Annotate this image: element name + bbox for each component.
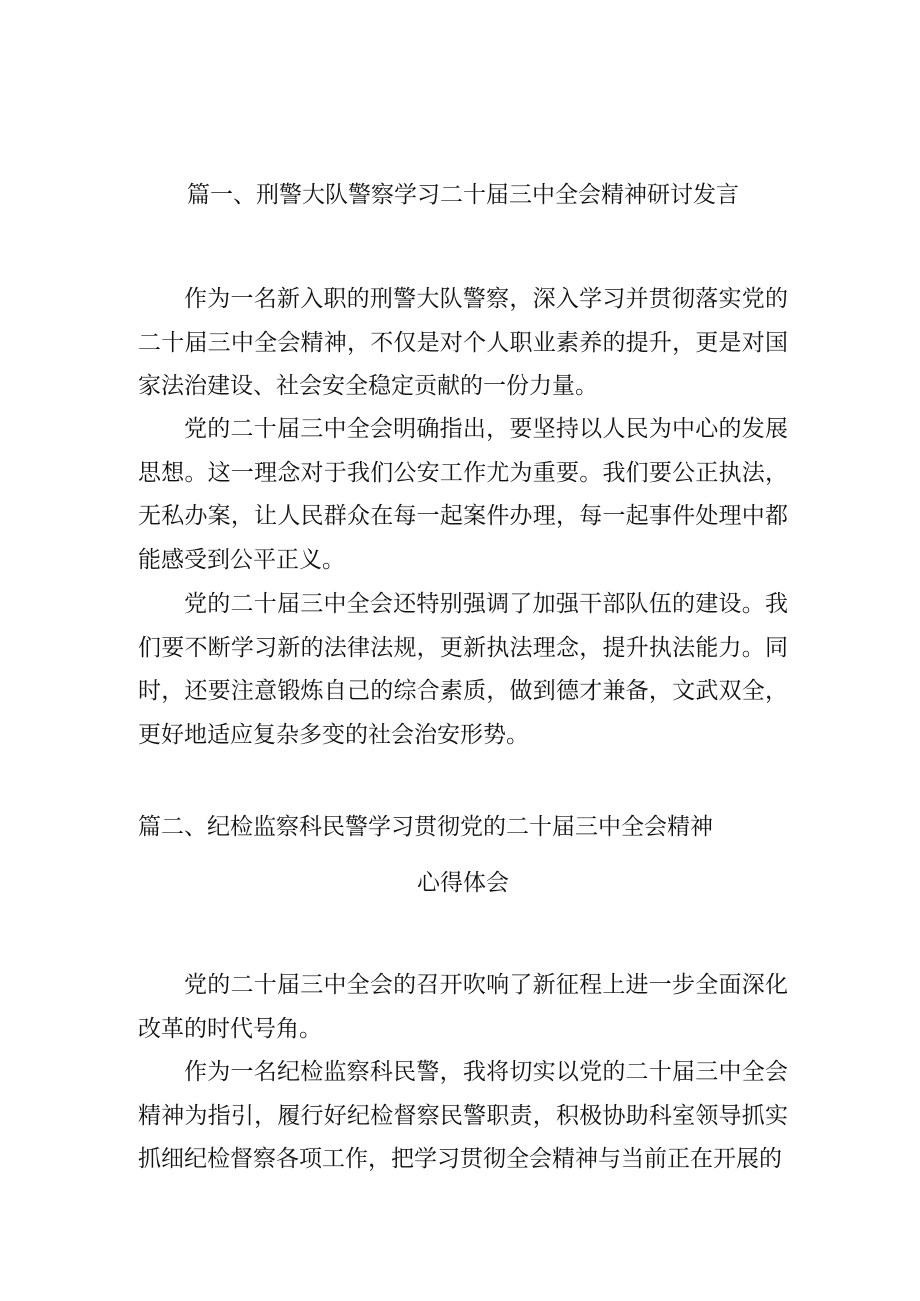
article1-title: 篇一、刑警大队警察学习二十届三中全会精神研讨发言	[187, 182, 739, 208]
article2-title-line-1: 篇二、纪检监察科民警学习贯彻党的二十届三中全会精神	[138, 814, 713, 840]
article1-paragraph-1: 作为一名新入职的刑警大队警察，深入学习并贯彻落实党的二十届三中全会精神，不仅是对个人职业素养的提升，更是对国家法治建设、社会安全稳定贡献的一份力量。	[138, 286, 788, 399]
article1-paragraph-2: 党的二十届三中全会明确指出，要坚持以人民为中心的发展思想。这一理念对于我们公安工作尤为重要。我们要公正执法，无私办案，让人民群众在每一起案件办理，每一起事件处理中都能感受到公平正义。	[138, 416, 788, 573]
article2-paragraph-2: 作为一名纪检监察科民警，我将切实以党的二十届三中全会精神为指引，履行好纪检督察民警职责，积极协助科室领导抓实抓细纪检督察各项工作，把学习贯彻全会精神与当前正在开展的	[138, 1059, 788, 1172]
article1-paragraph-3: 党的二十届三中全会还特别强调了加强干部队伍的建设。我们要不断学习新的法律法规，更新执法理念，提升执法能力。同时，还要注意锻炼自己的综合素质，做到德才兼备，文武双全，更好地适应复杂多变的社会治安形势。	[138, 591, 788, 748]
article2-paragraph-1: 党的二十届三中全会的召开吹响了新征程上进一步全面深化改革的时代号角。	[138, 972, 788, 1042]
article2-title-line-2: 心得体会	[417, 870, 509, 896]
